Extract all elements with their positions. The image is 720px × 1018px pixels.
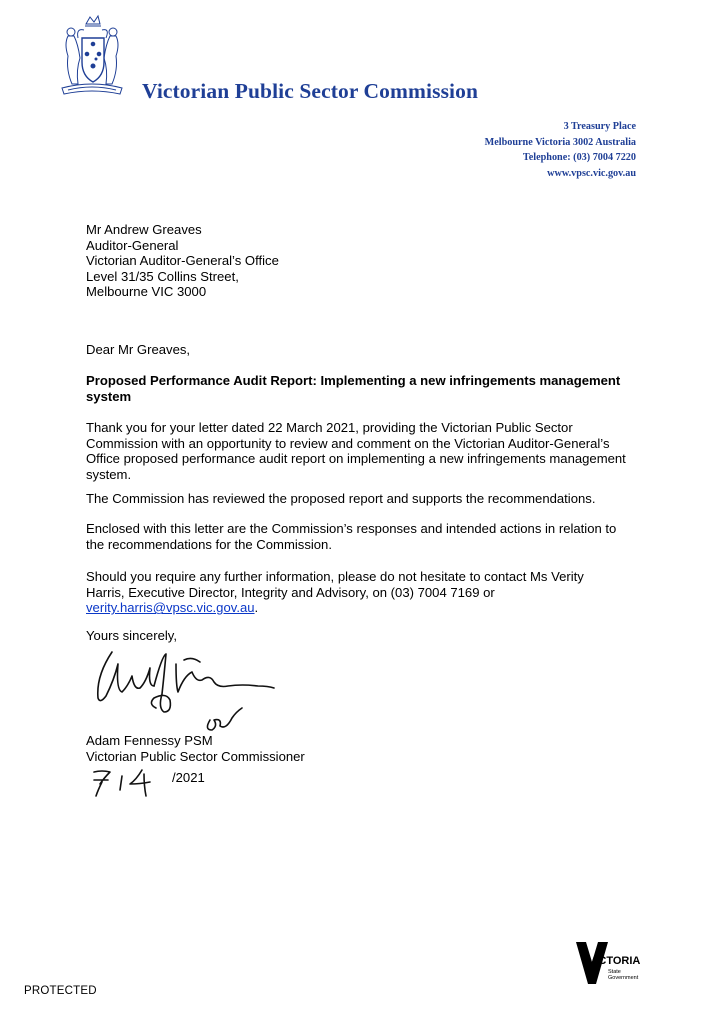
closing: Yours sincerely, (86, 628, 177, 643)
logo-government-text: Government (608, 975, 639, 981)
letterhead-address (485, 119, 636, 181)
subject-line (86, 373, 646, 404)
paragraph-3-line: the recommendations for the Commission. (86, 536, 332, 552)
recipient-name: Mr Andrew Greaves (86, 222, 202, 237)
subject-line-1: Proposed Performance Audit Report: Implementing a new infringements management (86, 373, 621, 388)
contact-email-link[interactable]: verity.harris@vpsc.vic.gov.au (86, 600, 255, 616)
recipient-office: Victorian Auditor-General’s Office (86, 253, 279, 269)
signatory-title: Victorian Public Sector Commissioner (86, 748, 305, 764)
address-telephone: Telephone: (03) 7004 7220 (522, 152, 636, 164)
logo-victoria-text: VICTORIA (588, 955, 641, 967)
paragraph-2 (86, 491, 646, 507)
paragraph-3-line: Enclosed with this letter are the Commission’s responses and intended actions in relation to (86, 521, 617, 536)
paragraph-4-line: Harris, Executive Director, Integrity and Advisory, on (03) 7004 7169 or (86, 584, 495, 600)
logo-state-text: State (608, 969, 621, 975)
address-street: 3 Treasury Place (563, 121, 636, 132)
paragraph-1-line: system. (86, 466, 132, 482)
organisation-name: Victorian Public Sector Commission (142, 79, 479, 103)
paragraph-2-line: The Commission has reviewed the proposed report and supports the recommendations. (86, 491, 596, 506)
address-website: www.vpsc.vic.gov.au (547, 167, 636, 179)
signatory-name: Adam Fennessy PSM (86, 733, 213, 748)
paragraph-3 (86, 521, 646, 552)
email-suffix: . (254, 600, 259, 616)
security-classification: PROTECTED (24, 985, 97, 997)
signatory-block (86, 733, 305, 764)
recipient-city: Melbourne VIC 3000 (86, 284, 207, 300)
subject-line-2: system (86, 388, 132, 404)
paragraph-1-line: Office proposed performance audit report on implementing a new infringements management (86, 451, 626, 467)
paragraph-1-line: Thank you for your letter dated 22 March 2021, providing the Victorian Public Sector (86, 420, 573, 435)
coat-of-arms-icon (56, 14, 128, 100)
address-city: Melbourne Victoria 3002 Australia (484, 136, 636, 148)
recipient-street: Level 31/35 Collins Street, (86, 268, 239, 284)
paragraph-4-line (86, 600, 646, 616)
recipient-title: Auditor-General (86, 237, 179, 253)
victoria-state-government-logo (574, 940, 648, 986)
paragraph-4 (86, 569, 646, 616)
paragraph-4-line: Should you require any further information, please do not hesitate to contact Ms Verity (86, 569, 584, 584)
paragraph-1-line: Commission with an opportunity to review and comment on the Victorian Auditor-General’s (86, 435, 610, 451)
paragraph-1 (86, 420, 646, 482)
handwritten-signature (92, 646, 278, 734)
date-year: /2021 (172, 770, 205, 785)
recipient-address-block (86, 222, 279, 300)
handwritten-date-day-month (88, 766, 168, 800)
salutation: Dear Mr Greaves, (86, 342, 191, 357)
